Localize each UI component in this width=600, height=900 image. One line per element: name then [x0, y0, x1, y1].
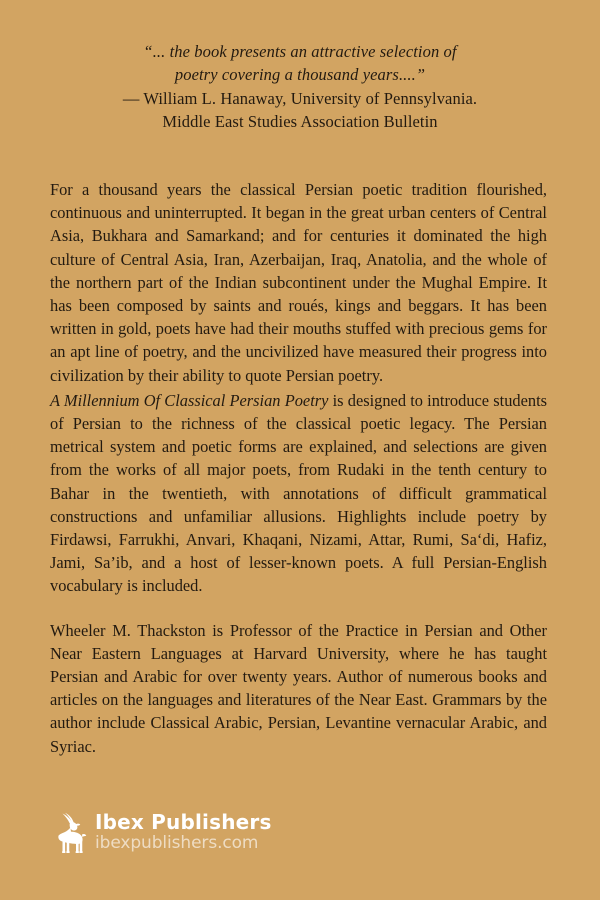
- publisher-logo: [52, 812, 272, 854]
- author-biography: Wheeler M. Thackston is Professor of the Practice in Persian and Other Near Eastern Languages at Harvard University, where he has taught Persian and Arabic for over twenty years. Author of numerous books and articles on the languages and literatures of the Near East. Grammars by the author include Classical Arabic, Persian, Levantine vernacular Arabic, and Syriac.: [50, 620, 547, 756]
- back-cover-description: [50, 178, 547, 760]
- review-quote: [50, 40, 550, 87]
- publisher-url: ibexpublishers.com: [95, 833, 259, 854]
- description-paragraph-2: [50, 389, 547, 598]
- review-quote-line-2: poetry covering a thousand years....”: [174, 65, 426, 85]
- publisher-logo-text: [95, 812, 272, 853]
- review-attribution-line-1: — William L. Hanaway, University of Pennsylvania.: [122, 88, 478, 108]
- ibex-icon: [52, 812, 88, 854]
- review-blurb: [50, 40, 550, 134]
- review-attribution: [50, 87, 550, 134]
- review-attribution-line-2: Middle East Studies Association Bulletin: [162, 112, 438, 132]
- publisher-name: Ibex Publishers: [95, 810, 272, 835]
- description-paragraph-2-text: is designed to introduce students of Persian to the richness of the classical poetic legacy. The Persian metrical system and poetic forms are explained, and selections are given from the works of all major poets, from Rudaki in the tenth century to Bahar in the twentieth, with annotations of difficult grammatical constructions and unfamiliar allusions. Highlights include poetry by Firdawsi, Farrukhi, Anvari, Khaqani, Nizami, Attar, Rumi, Saʻdi, Hafiz, Jami, Sa’ib, and a host of lesser-known poets. A full Persian-English vocabulary is included.: [50, 390, 548, 596]
- review-quote-line-1: “... the book presents an attractive selection of: [143, 42, 457, 61]
- description-paragraph-1: For a thousand years the classical Persian poetic tradition flourished, continuous and uninterrupted. It began in the great urban centers of Central Asia, Bukhara and Samarkand; and for centuries it dominated the high culture of Central Asia, Iran, Azerbaijan, Iraq, Anatolia, and the whole of the northern part of the Indian subcontinent under the Mughal Empire. It has been composed by saints and roués, kings and beggars. It has been written in gold, poets have had their mouths stuffed with precious gems for an apt line of poetry, and the uncivilized have measured their progress into civilization by their ability to quote Persian poetry.: [50, 180, 547, 385]
- book-title: A Millennium Of Classical Persian Poetry: [50, 390, 329, 410]
